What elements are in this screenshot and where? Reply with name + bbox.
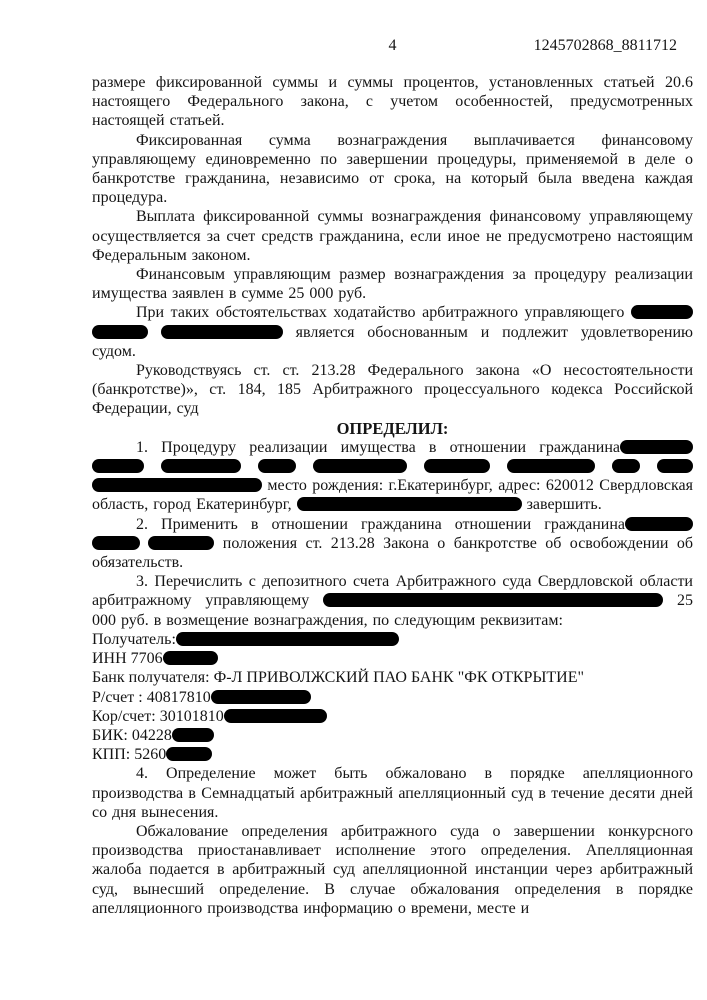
redaction-bar	[297, 497, 522, 511]
section-heading: ОПРЕДЕЛИЛ:	[336, 418, 449, 438]
redaction-bar	[507, 459, 595, 473]
paragraph: Финансовым управляющим размер вознаграждения за процедуру реализации имущества заявлен в сумме 25 000 руб.	[92, 266, 693, 303]
paragraph: Руководствуясь ст. ст. 213.28 Федерального закона «О несостоятельности (банкротстве)», ст. 184, 185 Арбитражного процессуального кодекса Российской Федерации, суд	[92, 362, 693, 418]
paragraph: 4. Определение может быть обжаловано в порядке апелляционного производства в Семнадцатый арбитражный апелляционный суд в течение десяти дней со дня вынесения.	[92, 765, 693, 821]
requisite-line: БИК: 04228	[92, 726, 693, 745]
redaction-bar	[92, 325, 148, 339]
redaction-bar	[148, 536, 214, 550]
redaction-bar	[166, 747, 212, 761]
redaction-bar	[625, 517, 693, 531]
redaction-bar	[161, 459, 241, 473]
paragraph: При таких обстоятельствах ходатайство арбитражного управляющего является обоснованным и подлежит удовлетворению судом.	[92, 304, 693, 360]
redaction-bar	[424, 459, 490, 473]
requisite-line: Получатель:	[92, 630, 693, 649]
redaction-bar	[620, 440, 693, 454]
requisite-line: Р/счет : 40817810	[92, 688, 693, 707]
paragraph: размере фиксированной суммы и суммы процентов, установленных статьей 20.6 настоящего Федерального закона, с учетом особенностей, предусмотренных настоящей статьей.	[92, 74, 693, 130]
redaction-bar	[224, 709, 327, 723]
redaction-bar	[92, 536, 140, 550]
redaction-bar	[92, 459, 144, 473]
redaction-bar	[657, 459, 693, 473]
page-content	[92, 36, 693, 918]
redaction-bar	[313, 459, 407, 473]
paragraph: 1. Процедуру реализации имущества в отношении гражданина место рождения: г.Екатеринбург, адрес: 620012 Свердловская область, город Екатеринбург, завершить.	[92, 438, 693, 514]
paragraph: Обжалование определения арбитражного суда о завершении конкурсного производства приостанавливает исполнение этого определения. Апелляционная жалоба подается в арбитражный суд апелляционной инстанции через арбитражный суд, вынесший определение. В случае обжалования определения в порядке апелляционного производства информацию о времени, месте и	[92, 822, 693, 917]
requisite-line: Банк получателя: Ф-Л ПРИВОЛЖСКИЙ ПАО БАНК "ФК ОТКРЫТИЕ"	[92, 669, 585, 687]
document-body	[92, 73, 693, 918]
redaction-bar	[323, 593, 663, 607]
redaction-bar	[258, 459, 296, 473]
paragraph: 2. Применить в отношении гражданина отношении гражданина положения ст. 213.28 Закона о банкротстве об освобождении об обязательств.	[92, 515, 693, 572]
page-header	[92, 36, 693, 56]
redaction-bar	[163, 651, 218, 665]
requisite-line: Кор/счет: 30101810	[92, 707, 693, 726]
redaction-bar	[211, 690, 311, 704]
redaction-bar	[92, 478, 262, 492]
redaction-bar	[612, 459, 640, 473]
paragraph: 3. Перечислить с депозитного счета Арбитражного суда Свердловской области арбитражному управляющему 25 000 руб. в возмещение вознаграждения, по следующим реквизитам:	[92, 573, 693, 629]
document-id: 1245702868_8811712	[533, 37, 677, 54]
requisite-line: ИНН 7706	[92, 649, 693, 668]
redaction-bar	[161, 325, 283, 339]
requisite-line: КПП: 5260	[92, 745, 693, 764]
page-number: 4	[388, 37, 397, 54]
redaction-bar	[176, 632, 399, 646]
redaction-bar	[172, 728, 214, 742]
redaction-bar	[631, 305, 693, 319]
paragraph: Выплата фиксированной суммы вознаграждения финансовому управляющему осуществляется за счет средств гражданина, если иное не предусмотрено настоящим Федеральным законом.	[92, 208, 693, 264]
paragraph: Фиксированная сумма вознаграждения выплачивается финансовому управляющему единовременно по завершении процедуры, применяемой в деле о банкротстве гражданина, независимо от срока, на который была введена каждая процедура.	[92, 131, 693, 207]
